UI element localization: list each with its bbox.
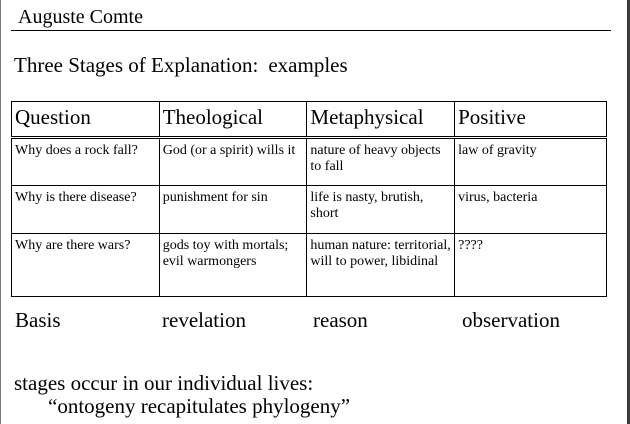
question-cell: Why is there disease? — [12, 186, 160, 234]
metaphysical-cell: human nature: territorial, will to power, libidinal — [307, 234, 455, 297]
positive-cell: virus, bacteria — [455, 186, 607, 234]
theological-cell: punishment for sin — [159, 186, 307, 234]
basis-row — [0, 307, 630, 335]
subtitle-main: Three Stages of Explanation: — [14, 53, 259, 77]
page-title: Auguste Comte — [18, 6, 143, 28]
positive-cell: law of gravity — [455, 138, 607, 186]
table-row — [12, 234, 607, 297]
table-row — [12, 138, 607, 186]
table-header-row — [12, 102, 607, 138]
table-row — [12, 186, 607, 234]
column-header-theological: Theological — [159, 102, 307, 138]
note-line-1: stages occur in our individual lives: — [14, 371, 314, 395]
question-cell: Why are there wars? — [12, 234, 160, 297]
question-cell: Why does a rock fall? — [12, 138, 160, 186]
note-line-2: “ontogeny recapitulates phylogeny” — [48, 394, 351, 418]
column-header-positive: Positive — [455, 102, 607, 138]
positive-cell: ???? — [455, 234, 607, 297]
basis-positive: observation — [462, 308, 560, 332]
column-header-question: Question — [12, 102, 160, 138]
basis-label: Basis — [15, 308, 61, 332]
stages-table — [11, 101, 607, 297]
window-left-edge — [0, 0, 1, 424]
metaphysical-cell: nature of heavy objects to fall — [307, 138, 455, 186]
theological-cell: God (or a spirit) wills it — [159, 138, 307, 186]
column-header-metaphysical: Metaphysical — [307, 102, 455, 138]
metaphysical-cell: life is nasty, brutish, short — [307, 186, 455, 234]
subtitle-suffix: examples — [268, 53, 348, 77]
slide-subtitle — [14, 52, 348, 78]
theological-cell: gods toy with mortals; evil warmongers — [159, 234, 307, 297]
basis-theological: revelation — [162, 308, 246, 332]
basis-metaphysical: reason — [313, 308, 368, 332]
title-underline — [11, 30, 611, 31]
